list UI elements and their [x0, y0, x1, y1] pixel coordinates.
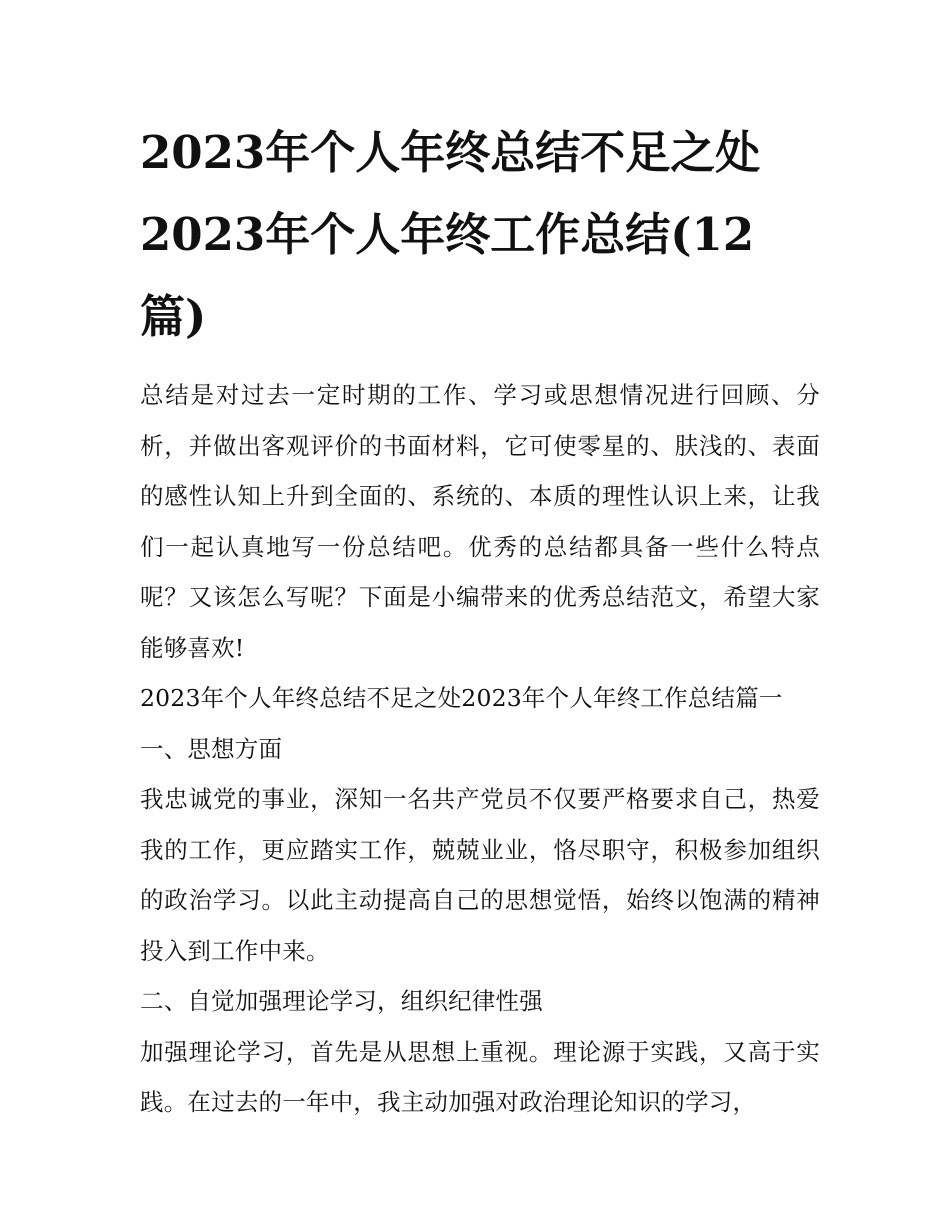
- body-paragraph-ideology: 我忠诚党的事业，深知一名共产党员不仅要严格要求自己，热爱我的工作，更应踏实工作，兢兢业业，恪尽职守，积极参加组织的政治学习。以此主动提高自己的思想觉悟，始终以饱满的精神投入到工作中来。: [140, 785, 820, 965]
- document-page: [140, 112, 820, 1128]
- section-heading-article-one: 2023年个人年终总结不足之处2023年个人年终工作总结篇一: [140, 684, 783, 712]
- body-paragraph-theory-study: 加强理论学习，首先是从思想上重视。理论源于实践，又高于实践。在过去的一年中，我主动加强对政治理论知识的学习，: [140, 1037, 820, 1116]
- document-title: 2023年个人年终总结不足之处2023年个人年终工作总结(12篇): [140, 126, 761, 343]
- subheading-ideology: 一、思想方面: [140, 734, 283, 763]
- intro-paragraph: 总结是对过去一定时期的工作、学习或思想情况进行回顾、分析，并做出客观评价的书面材料，它可使零星的、肤浅的、表面的感性认知上升到全面的、系统的、本质的理性认识上来，让我们一起认真地写一份总结吧。优秀的总结都具备一些什么特点呢？又该怎么写呢？下面是小编带来的优秀总结范文，希望大家能够喜欢!: [140, 381, 820, 662]
- subheading-theory-study: 二、自觉加强理论学习，组织纪律性强: [140, 987, 543, 1015]
